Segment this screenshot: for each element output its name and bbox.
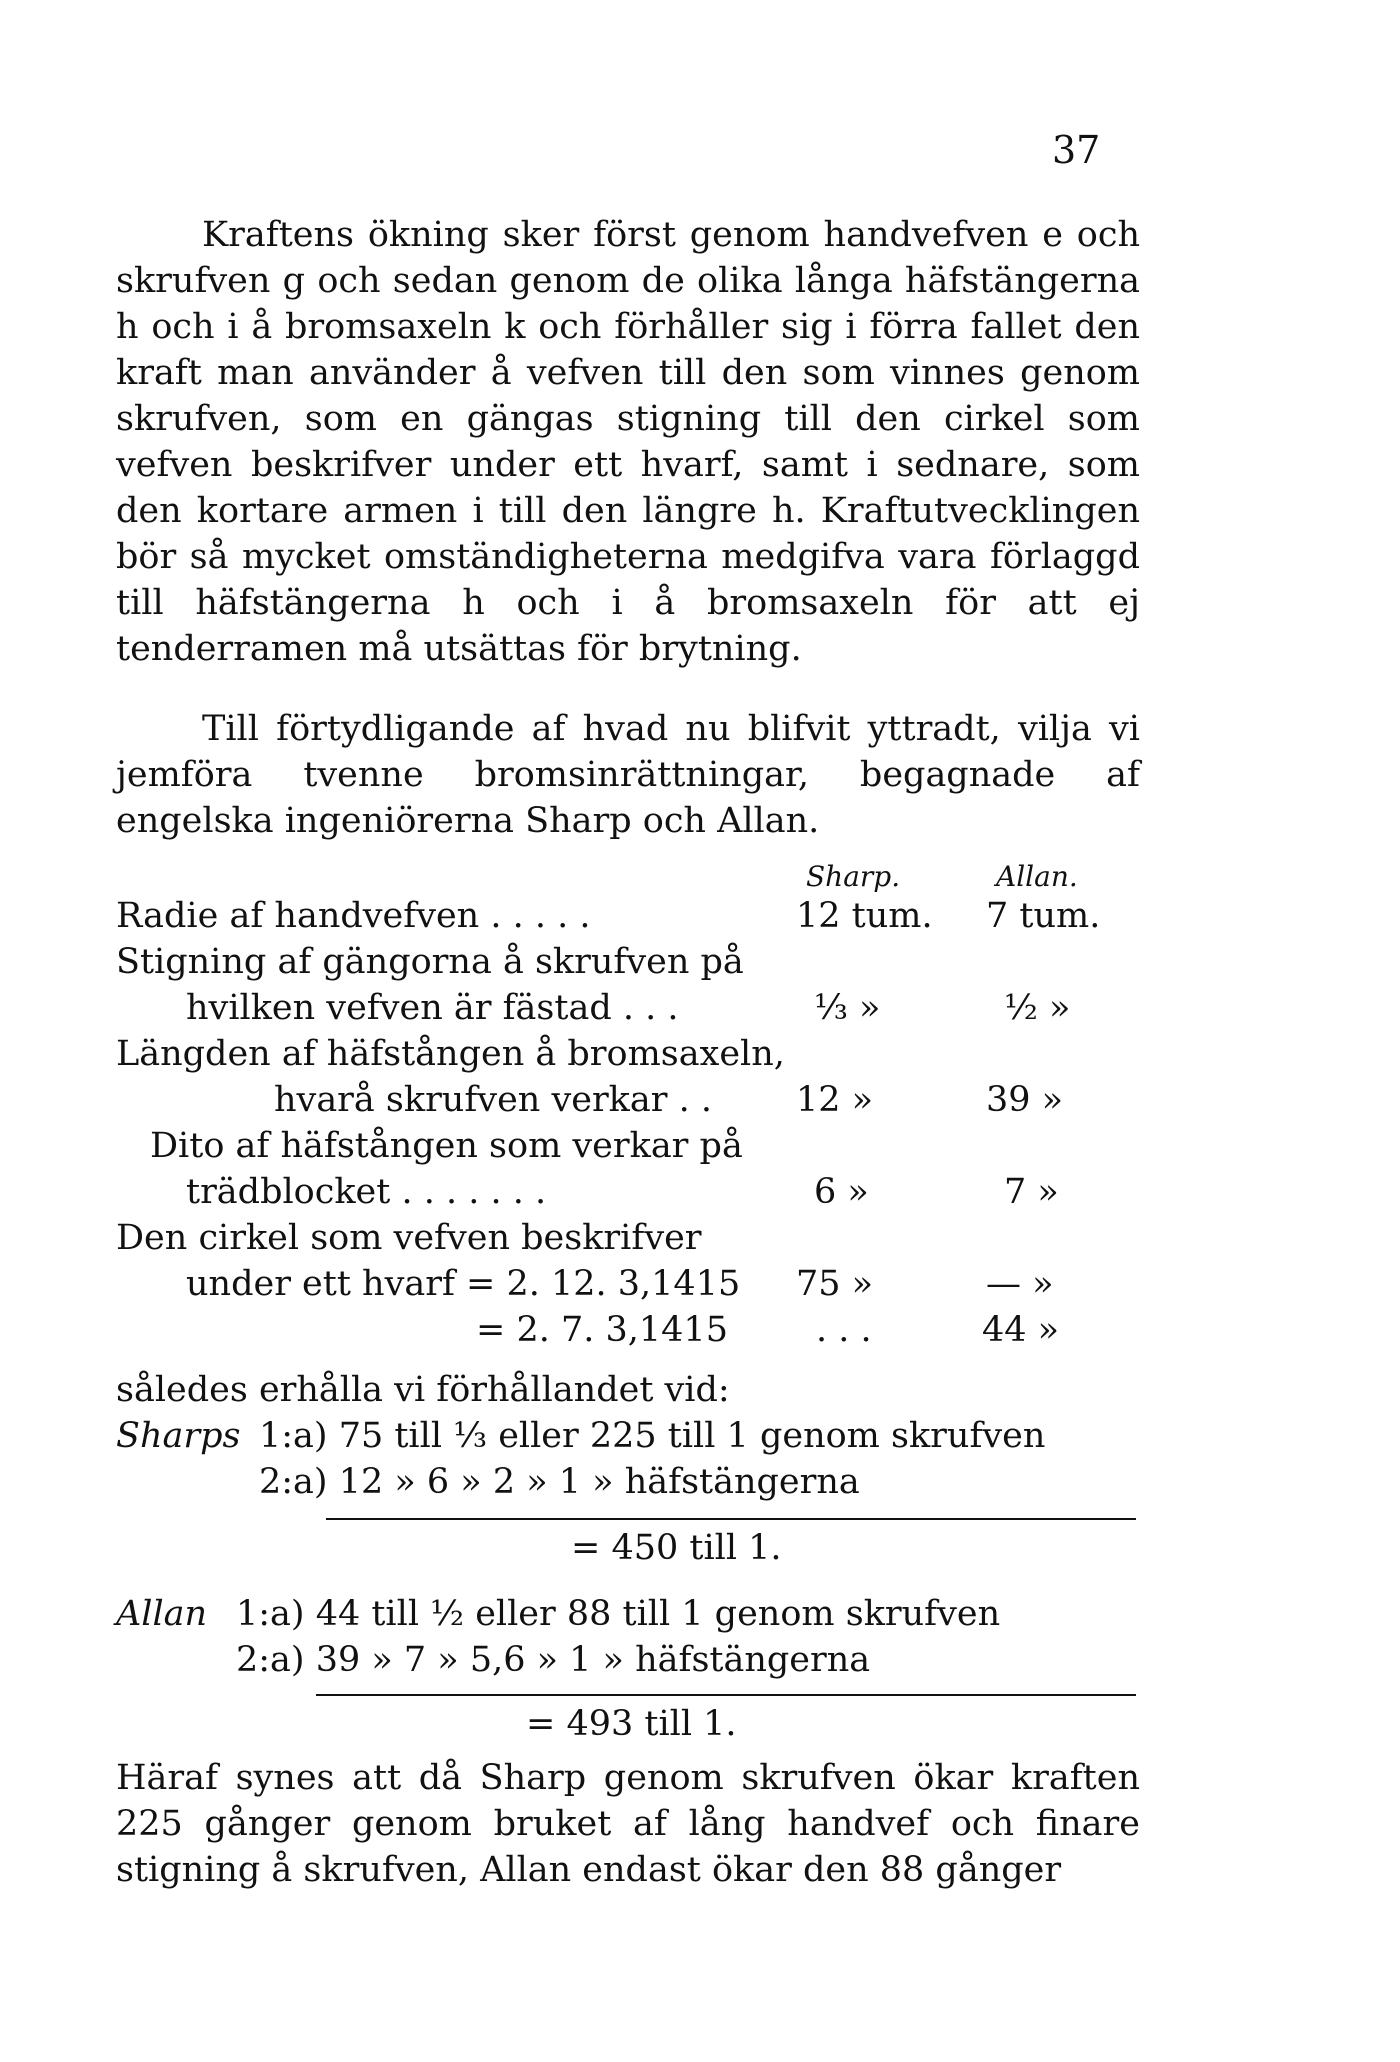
allan-value: 39 » <box>986 1080 1064 1120</box>
table-row <box>116 988 1146 1034</box>
row-label: Den cirkel som vefven beskrifver <box>116 1218 702 1258</box>
sharp-value: 12 tum. <box>796 896 933 936</box>
paragraph-3 <box>116 1755 1140 1893</box>
row-label: trädblocket . . . . . . . <box>186 1172 547 1212</box>
table-row <box>116 1218 1146 1264</box>
table-row <box>116 896 1146 942</box>
table-row <box>116 942 1146 988</box>
row-label: hvilken vefven är fästad . . . <box>186 988 679 1028</box>
allan-name: Allan <box>116 1594 208 1634</box>
allan-result: = 493 till 1. <box>526 1704 737 1744</box>
row-label: Radie af handvefven . . . . . <box>116 896 591 936</box>
row-label: = 2. 7. 3,1415 <box>476 1310 728 1350</box>
sharp-value: 75 » <box>796 1264 874 1304</box>
allan-line-2-text: 2:a) 39 » 7 » 5,6 » 1 » häfstängerna <box>236 1640 871 1680</box>
row-label: hvarå skrufven verkar . . <box>274 1080 712 1120</box>
table-row <box>116 1034 1146 1080</box>
allan-line-2 <box>116 1640 1146 1686</box>
allan-value: ½ » <box>1004 988 1071 1028</box>
allan-line-1 <box>116 1594 1146 1640</box>
sharps-line-1 <box>116 1416 1146 1462</box>
allan-value: — » <box>986 1264 1054 1304</box>
allan-value: 44 » <box>982 1310 1060 1350</box>
paragraph-2 <box>116 706 1140 844</box>
sharps-line-1-text: 1:a) 75 till ⅓ eller 225 till 1 genom skrufven <box>259 1416 1046 1456</box>
allan-sum-rule <box>316 1694 1136 1696</box>
sharps-line-2 <box>116 1462 1146 1508</box>
sharp-value: . . . <box>816 1310 872 1350</box>
sharp-value: 6 » <box>814 1172 869 1212</box>
table-row <box>116 1126 1146 1172</box>
intro-text: således erhålla vi förhållandet vid: <box>116 1370 730 1410</box>
header-allan: Allan. <box>996 860 1078 893</box>
sharp-value: ⅓ » <box>814 988 881 1028</box>
paragraph-1-text: Kraftens ökning sker först genom handvefven e och skrufven g och sedan genom de olika långa häfstängerna h och i å bromsaxeln k och förhåller sig i förra fallet den kraft man använder å vefven till den som vinnes genom skrufven, som en gängas stigning till den cirkel som vefven beskrifver under ett hvarf, samt i sednare, som den kortare armen i till den längre h. Kraftutvecklingen bör så mycket omständigheterna medgifva vara förlaggd till häfstängerna h och i å bromsaxeln för att ej tenderramen må utsättas för brytning. <box>116 215 1140 669</box>
intro-line <box>116 1370 1146 1416</box>
sharps-name: Sharps <box>116 1416 241 1456</box>
table-row <box>116 1310 1146 1356</box>
paragraph-1 <box>116 212 1140 672</box>
sharps-sum-rule <box>326 1518 1136 1520</box>
table-row <box>116 1264 1146 1310</box>
header-sharp: Sharp. <box>806 860 901 893</box>
sharps-result: = 450 till 1. <box>571 1528 782 1568</box>
sharp-value: 12 » <box>796 1080 874 1120</box>
allan-line-1-text: 1:a) 44 till ½ eller 88 till 1 genom skrufven <box>236 1594 1001 1634</box>
row-label: Dito af häfstången som verkar på <box>150 1126 743 1166</box>
allan-value: 7 » <box>1004 1172 1059 1212</box>
paragraph-2-text: Till förtydligande af hvad nu blifvit yttradt, vilja vi jemföra tvenne bromsinrättningar, begagnade af engelska ingeniörerna Sharp och Allan. <box>116 709 1140 841</box>
sharps-line-2-text: 2:a) 12 » 6 » 2 » 1 » häfstängerna <box>259 1462 860 1502</box>
page-number: 37 <box>1052 128 1101 172</box>
table-row <box>116 1080 1146 1126</box>
row-label: Längden af häfstången å bromsaxeln, <box>116 1034 785 1074</box>
row-label: under ett hvarf = 2. 12. 3,1415 <box>186 1264 741 1304</box>
allan-value: 7 tum. <box>986 896 1101 936</box>
table-row <box>116 1172 1146 1218</box>
row-label: Stigning af gängorna å skrufven på <box>116 942 744 982</box>
paragraph-3-text: Häraf synes att då Sharp genom skrufven ökar kraften 225 gånger genom bruket af lång handvef och finare stigning å skrufven, Allan endast ökar den 88 gånger <box>116 1758 1140 1890</box>
